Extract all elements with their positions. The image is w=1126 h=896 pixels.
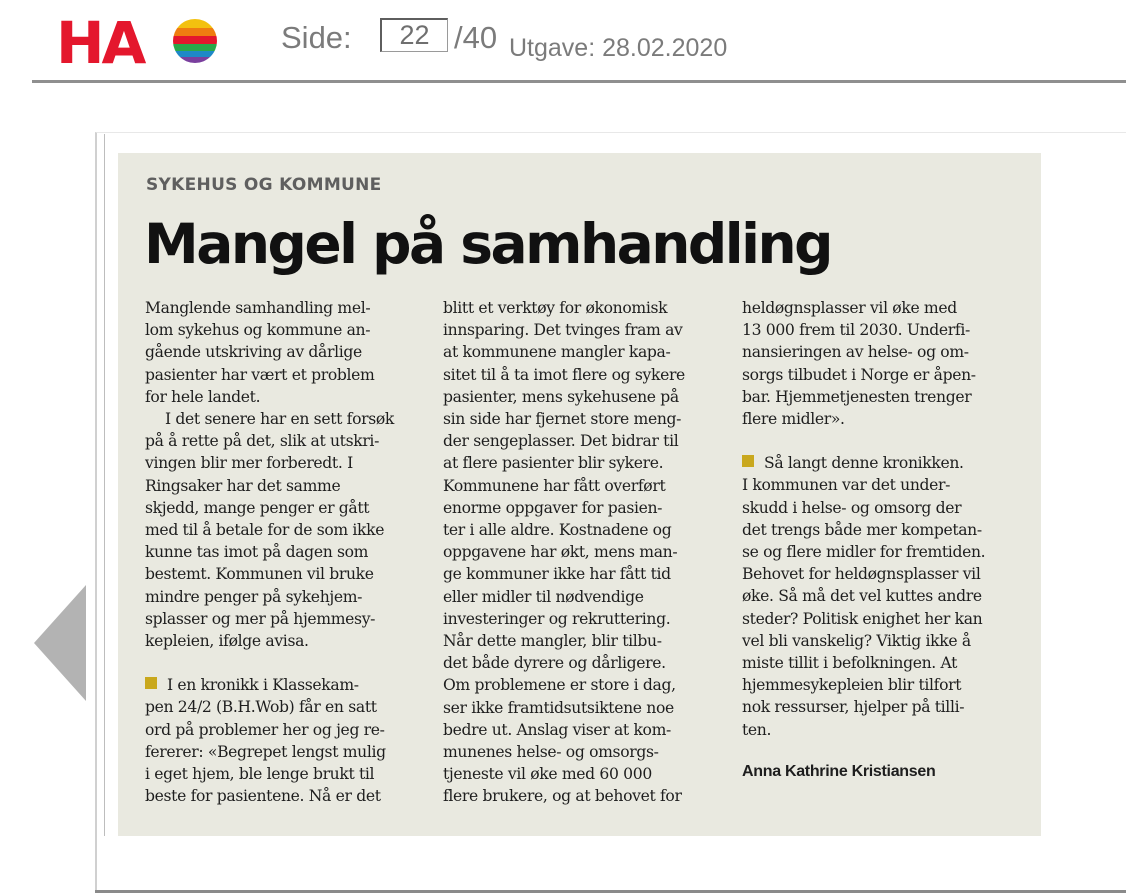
logo-sun-icon bbox=[171, 18, 218, 65]
top-toolbar bbox=[0, 0, 1126, 82]
article-column-3 bbox=[742, 297, 1014, 783]
article-clipping bbox=[118, 153, 1041, 836]
section-marker-icon bbox=[742, 455, 754, 467]
previous-page-arrow-icon[interactable] bbox=[34, 585, 86, 701]
page-edge-line bbox=[104, 134, 105, 836]
issue-date: Utgave: 28.02.2020 bbox=[509, 34, 728, 62]
paragraph: I en kronikk i Klassekam- pen 24/2 (B.H.Wob) får en satt ord på problemer her og jeg re- fererer: «Begrepet lengst mulig i eget hjem, ble lenge brukt til beste for pasientene. Nå er det bbox=[145, 676, 386, 806]
section-marker-icon bbox=[145, 677, 157, 689]
paragraph: blitt et verktøy for økonomisk innsparing. Det tvinges fram av at kommunene mangler kapa- sitet til å ta imot flere og sykere pasienter, mens sykehusene på sin side har fjernet store meng- der sengeplasser. Det bidrar til at flere pasienter blir sykere. Kommunene har fått overført enorme oppgaver for pasien- ter i alle aldre. Kostnadene og oppgavene har økt, mens man- ge kommuner ikke har fått tid eller midler til nødvendige investeringer og rekruttering. Når dette mangler, blir tilbu- det både dyrere og dårligere. Om problemene er store i dag, ser ikke framtidsutsiktene noe bedre ut. Anslag viser at kom- munenes helse- og omsorgs- tjeneste vil øke med 60 000 flere brukere, og at behovet for bbox=[443, 299, 685, 806]
page-number-input[interactable] bbox=[380, 18, 448, 52]
logo-text: HA bbox=[56, 18, 144, 66]
side-label: Side: bbox=[281, 20, 352, 55]
ha-logo[interactable] bbox=[56, 18, 218, 66]
paragraph: Manglende samhandling mel- lom sykehus og kommune an- gående utskriving av dårlige pasienter har vært et problem for hele landet. bbox=[145, 299, 375, 406]
article-kicker: SYKEHUS OG KOMMUNE bbox=[146, 175, 382, 195]
paragraph: I det senere har en sett forsøk på å rette på det, slik at utskri- vingen blir mer forberedt. I Ringsaker har det samme skjedd, mange penger er gått med til å betale for de som ikke kunne tas imot på dagen som bestemt. Kommunen vil bruke mindre penger på sykehjem- splasser og mer på hjemmesy- kepleien, ifølge avisa. bbox=[145, 410, 394, 651]
paragraph: Så langt denne kronikken. I kommunen var det under- skudd i helse- og omsorg der det trengs både mer kompetan- se og flere midler for fremtiden. Behovet for heldøgnsplasser vil øke. Så må det vel kuttes andre steder? Politisk enighet her kan vel bli vanskelig? Viktig ikke å miste tillit i befolkningen. At hjemmesykepleien blir tilfort nok ressurser, hjelper på tilli- ten. bbox=[742, 454, 986, 739]
article-column-1 bbox=[145, 297, 415, 807]
total-pages: /40 bbox=[454, 20, 498, 55]
article-byline: Anna Kathrine Kristiansen bbox=[742, 762, 936, 780]
article-column-2 bbox=[443, 297, 715, 808]
paragraph: heldøgnsplasser vil øke med 13 000 frem til 2030. Underfi- nansieringen av helse- og om- sorgs tilbudet i Norge er åpen- bar. Hjemmetjenesten trenger flere midler». bbox=[742, 299, 976, 429]
toolbar-divider bbox=[32, 80, 1126, 83]
viewer-bottom-border bbox=[95, 890, 1126, 893]
article-headline: Mangel på samhandling bbox=[144, 212, 831, 276]
